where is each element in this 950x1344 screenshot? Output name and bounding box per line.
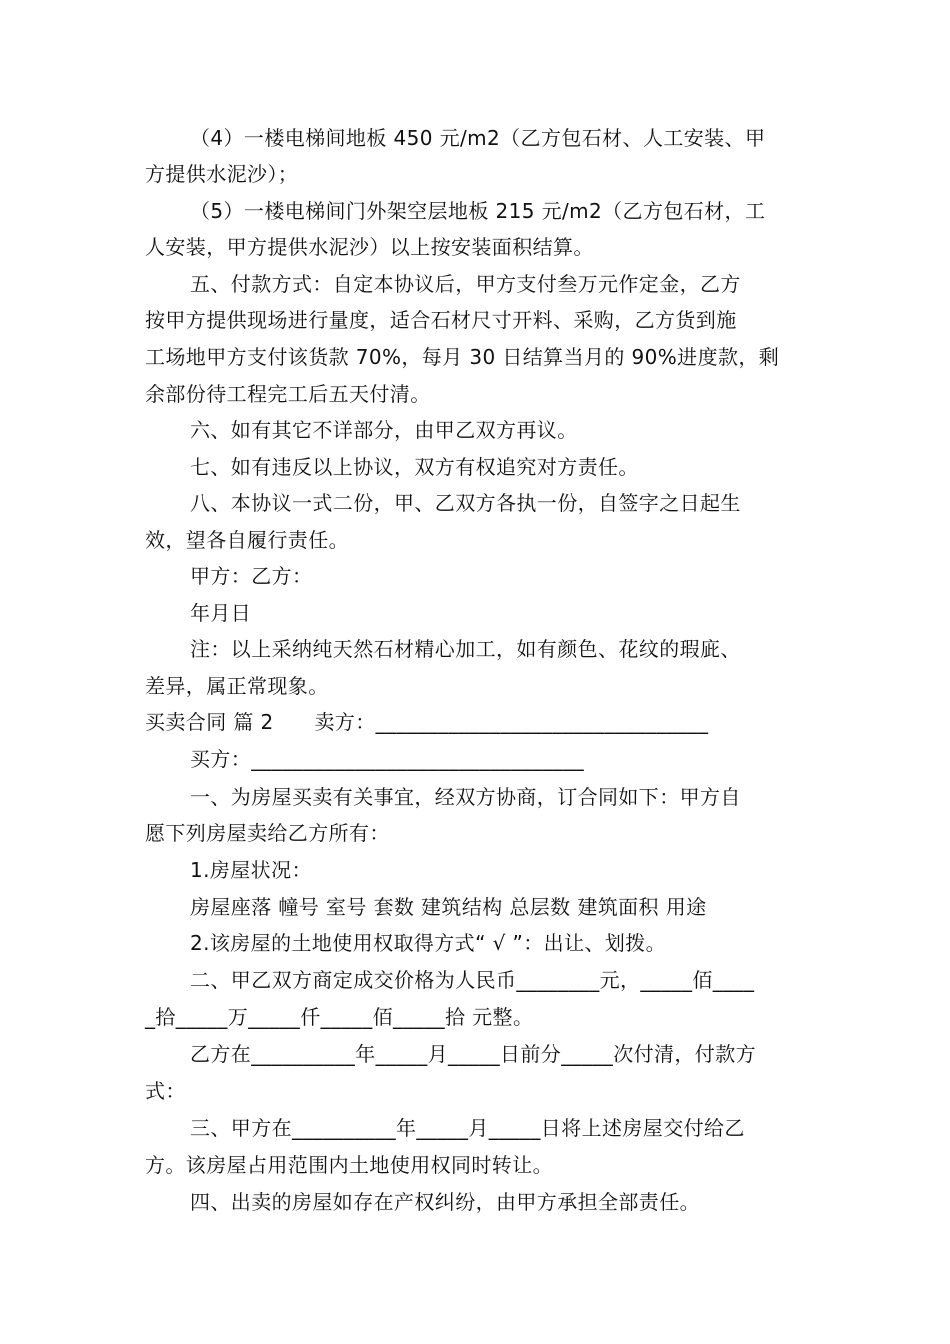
text-line: 方提供水泥沙）； [145,162,299,186]
text-line: 甲方：乙方： [190,564,313,588]
text-line: 人安装，甲方提供水泥沙）以上按安装面积结算。 [145,235,594,259]
text-line: 买方：________________________________ [190,747,584,771]
text-line: 余部份待工程完工后五天付清。 [145,382,431,406]
text-line: 六、如有其它不详部分，由甲乙双方再议。 [190,418,578,442]
text-line: 工场地甲方支付该货款 70%，每月 30 日结算当月的 90%进度款，剩 [145,345,780,369]
text-line: 1.房屋状况： [190,858,312,882]
text-line: 年月日 [190,601,252,625]
text-line: 五、付款方式：自定本协议后，甲方支付叁万元作定金，乙方 [190,272,741,296]
text-line: （4）一楼电梯间地板 450 元/m2（乙方包石材、人工安装、甲 [190,126,766,150]
text-line: 按甲方提供现场进行量度，适合石材尺寸开料、采购，乙方货到施 [145,308,737,332]
text-line: _拾_____万_____仟_____佰_____拾 元整。 [145,1005,534,1029]
text-line: 八、本协议一式二份，甲、乙双方各执一份，自签字之日起生 [190,491,741,515]
text-line: 七、如有违反以上协议，双方有权追究对方责任。 [190,455,639,479]
text-line: 二、甲乙双方商定成交价格为人民币________元，_____佰____ [190,968,755,992]
text-line: 乙方在__________年_____月_____日前分_____次付清，付款方 [190,1042,756,1066]
text-line: 方。该房屋占用范围内土地使用权同时转让。 [145,1153,553,1177]
text-line: 愿下列房屋卖给乙方所有： [145,821,390,845]
text-line: 三、甲方在__________年_____月_____日将上述房屋交付给乙 [190,1116,745,1140]
text-line: 2.该房屋的土地使用权取得方式“ √ ”：出让、划拨。 [190,931,667,955]
section-heading: 买卖合同 篇 2 卖方：________________________________ [145,710,709,734]
text-line: 房屋座落 幢号 室号 套数 建筑结构 总层数 建筑面积 用途 [190,895,707,919]
text-line: 注：以上采纳纯天然石材精心加工，如有颜色、花纹的瑕庛、 [190,637,741,661]
text-line: 差异，属正常现象。 [145,674,329,698]
text-line: 效，望各自履行责任。 [145,528,349,552]
text-line: 式： [145,1079,186,1103]
text-line: 四、出卖的房屋如存在产权纠纷，由甲方承担全部责任。 [190,1190,700,1214]
text-line: 一、为房屋买卖有关事宜，经双方协商，订合同如下：甲方自 [190,785,741,809]
text-line: （5）一楼电梯间门外架空层地板 215 元/m2（乙方包石材，工 [190,199,766,223]
